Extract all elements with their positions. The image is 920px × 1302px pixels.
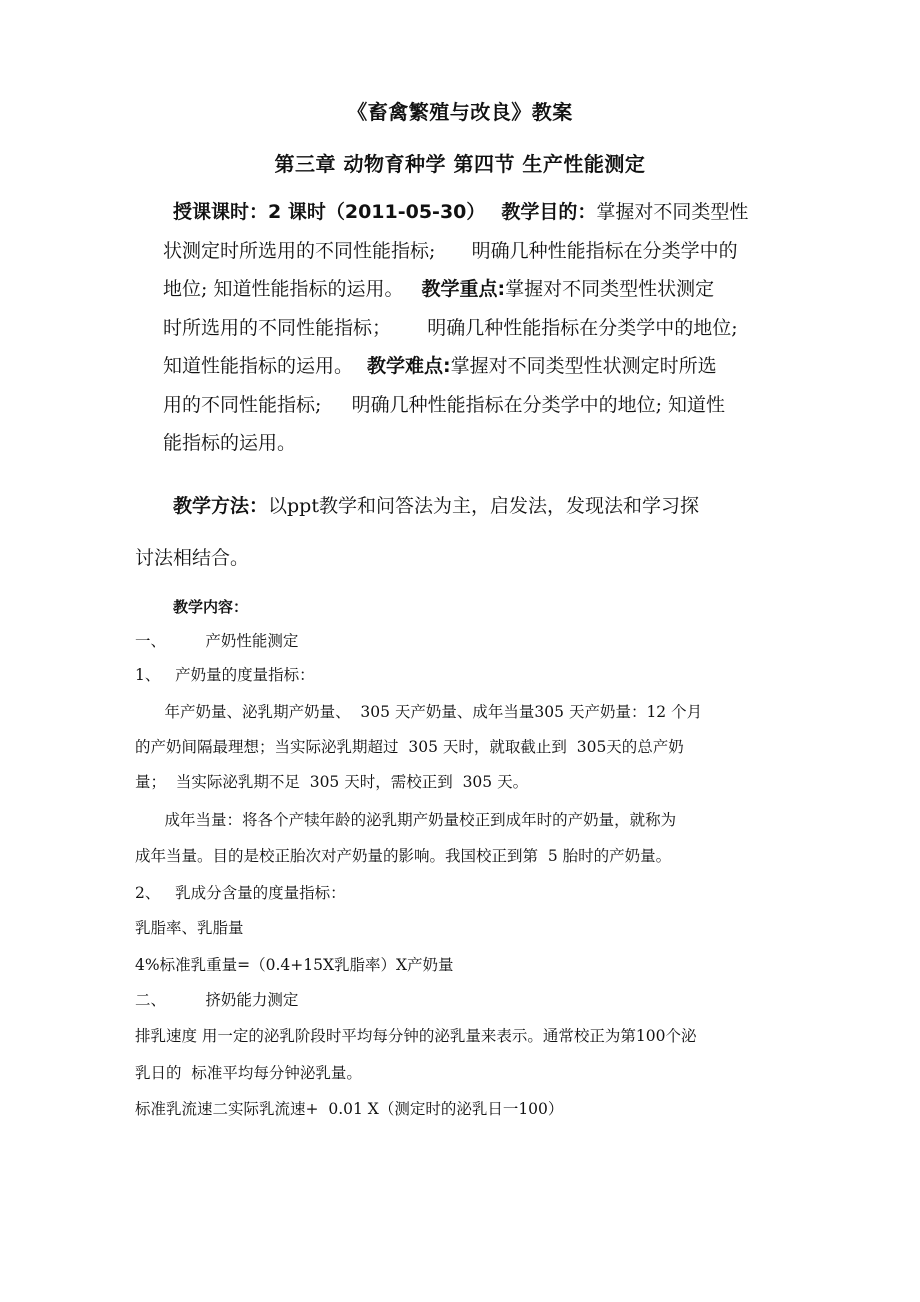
- intro-line-6: 用的不同性能指标; 明确几种性能指标在分类学中的地位; 知道性: [163, 393, 726, 416]
- difficulty-label: 教学难点:: [367, 355, 451, 377]
- intro-line-3: [163, 270, 793, 309]
- intro-line-2: 状测定时所选用的不同性能指标; 明确几种性能指标在分类学中的: [163, 239, 738, 262]
- method-label: 教学方法：: [173, 495, 269, 517]
- content-heading: 教学内容：: [173, 598, 249, 616]
- paragraph-3: 乳脂率、乳脂量: [135, 919, 244, 937]
- subsection-heading-1-1: 1、 产奶量的度量指标：: [135, 666, 315, 684]
- paragraph-1-line-3: 量； 当实际泌乳期不足 305 天时，需校正到 305 天。: [135, 773, 529, 791]
- method-line-1: [135, 491, 785, 521]
- hours-label: 授课课时：: [173, 201, 269, 223]
- intro-text: 地位; 知道性能指标的运用。: [163, 278, 404, 300]
- paragraph-5-line-1: 排乳速度 用一定的泌乳阶段时平均每分钟的泌乳量来表示。通常校正为第100个泌: [135, 1027, 697, 1045]
- paragraph-1-line-1: 年产奶量、泌乳期产奶量、 305 天产奶量、成年当量305 天产奶量：12 个月: [135, 703, 703, 721]
- paragraph-5-line-2: 乳日的 标准平均每分钟泌乳量。: [135, 1064, 362, 1082]
- keypoint-text: 掌握对不同类型性状测定: [505, 278, 715, 300]
- section-heading-1: 一、 产奶性能测定: [135, 632, 299, 650]
- intro-text: 知道性能指标的运用。: [163, 355, 354, 377]
- chapter-heading: 第三章 动物育种学 第四节 生产性能测定: [274, 152, 646, 176]
- paragraph-2-line-1: 成年当量：将各个产犊年龄的泌乳期产奶量校正到成年时的产奶量，就称为: [135, 811, 677, 829]
- intro-line-7: 能指标的运用。: [163, 432, 297, 454]
- paragraph-1-line-2: 的产奶间隔最理想；当实际泌乳期超过 305 天时，就取截止到 305天的总产奶: [135, 738, 684, 756]
- formula-standard-milk: 4%标准乳重量=（0.4+15X乳脂率）X产奶量: [135, 956, 454, 974]
- intro-line-5: [163, 347, 793, 386]
- document-title: 《畜禽繁殖与改良》教案: [347, 100, 573, 124]
- method-text: 以ppt教学和问答法为主，启发法，发现法和学习探: [268, 495, 699, 517]
- subsection-heading-1-2: 2、 乳成分含量的度量指标：: [135, 884, 346, 902]
- method-block: [135, 491, 785, 573]
- intro-line-4: 时所选用的不同性能指标； 明确几种性能指标在分类学中的地位;: [163, 316, 738, 339]
- keypoint-label: 教学重点:: [421, 278, 506, 300]
- method-line-2: 讨法相结合。: [135, 547, 250, 569]
- objective-text: 掌握对不同类型性: [596, 201, 749, 223]
- difficulty-text: 掌握对不同类型性状测定时所选: [450, 355, 717, 377]
- hours-value: 2 课时（2011-05-30）: [268, 201, 486, 223]
- objective-label: 教学目的：: [501, 201, 597, 223]
- paragraph-2-line-2: 成年当量。目的是校正胎次对产奶量的影响。我国校正到第 5 胎时的产奶量。: [135, 847, 672, 865]
- intro-line-1: [163, 193, 793, 232]
- intro-block: [163, 193, 793, 463]
- formula-milk-flow: 标准乳流速二实际乳流速+ 0.01 X（测定时的泌乳日一100）: [135, 1100, 564, 1118]
- section-heading-2: 二、 挤奶能力测定: [135, 991, 299, 1009]
